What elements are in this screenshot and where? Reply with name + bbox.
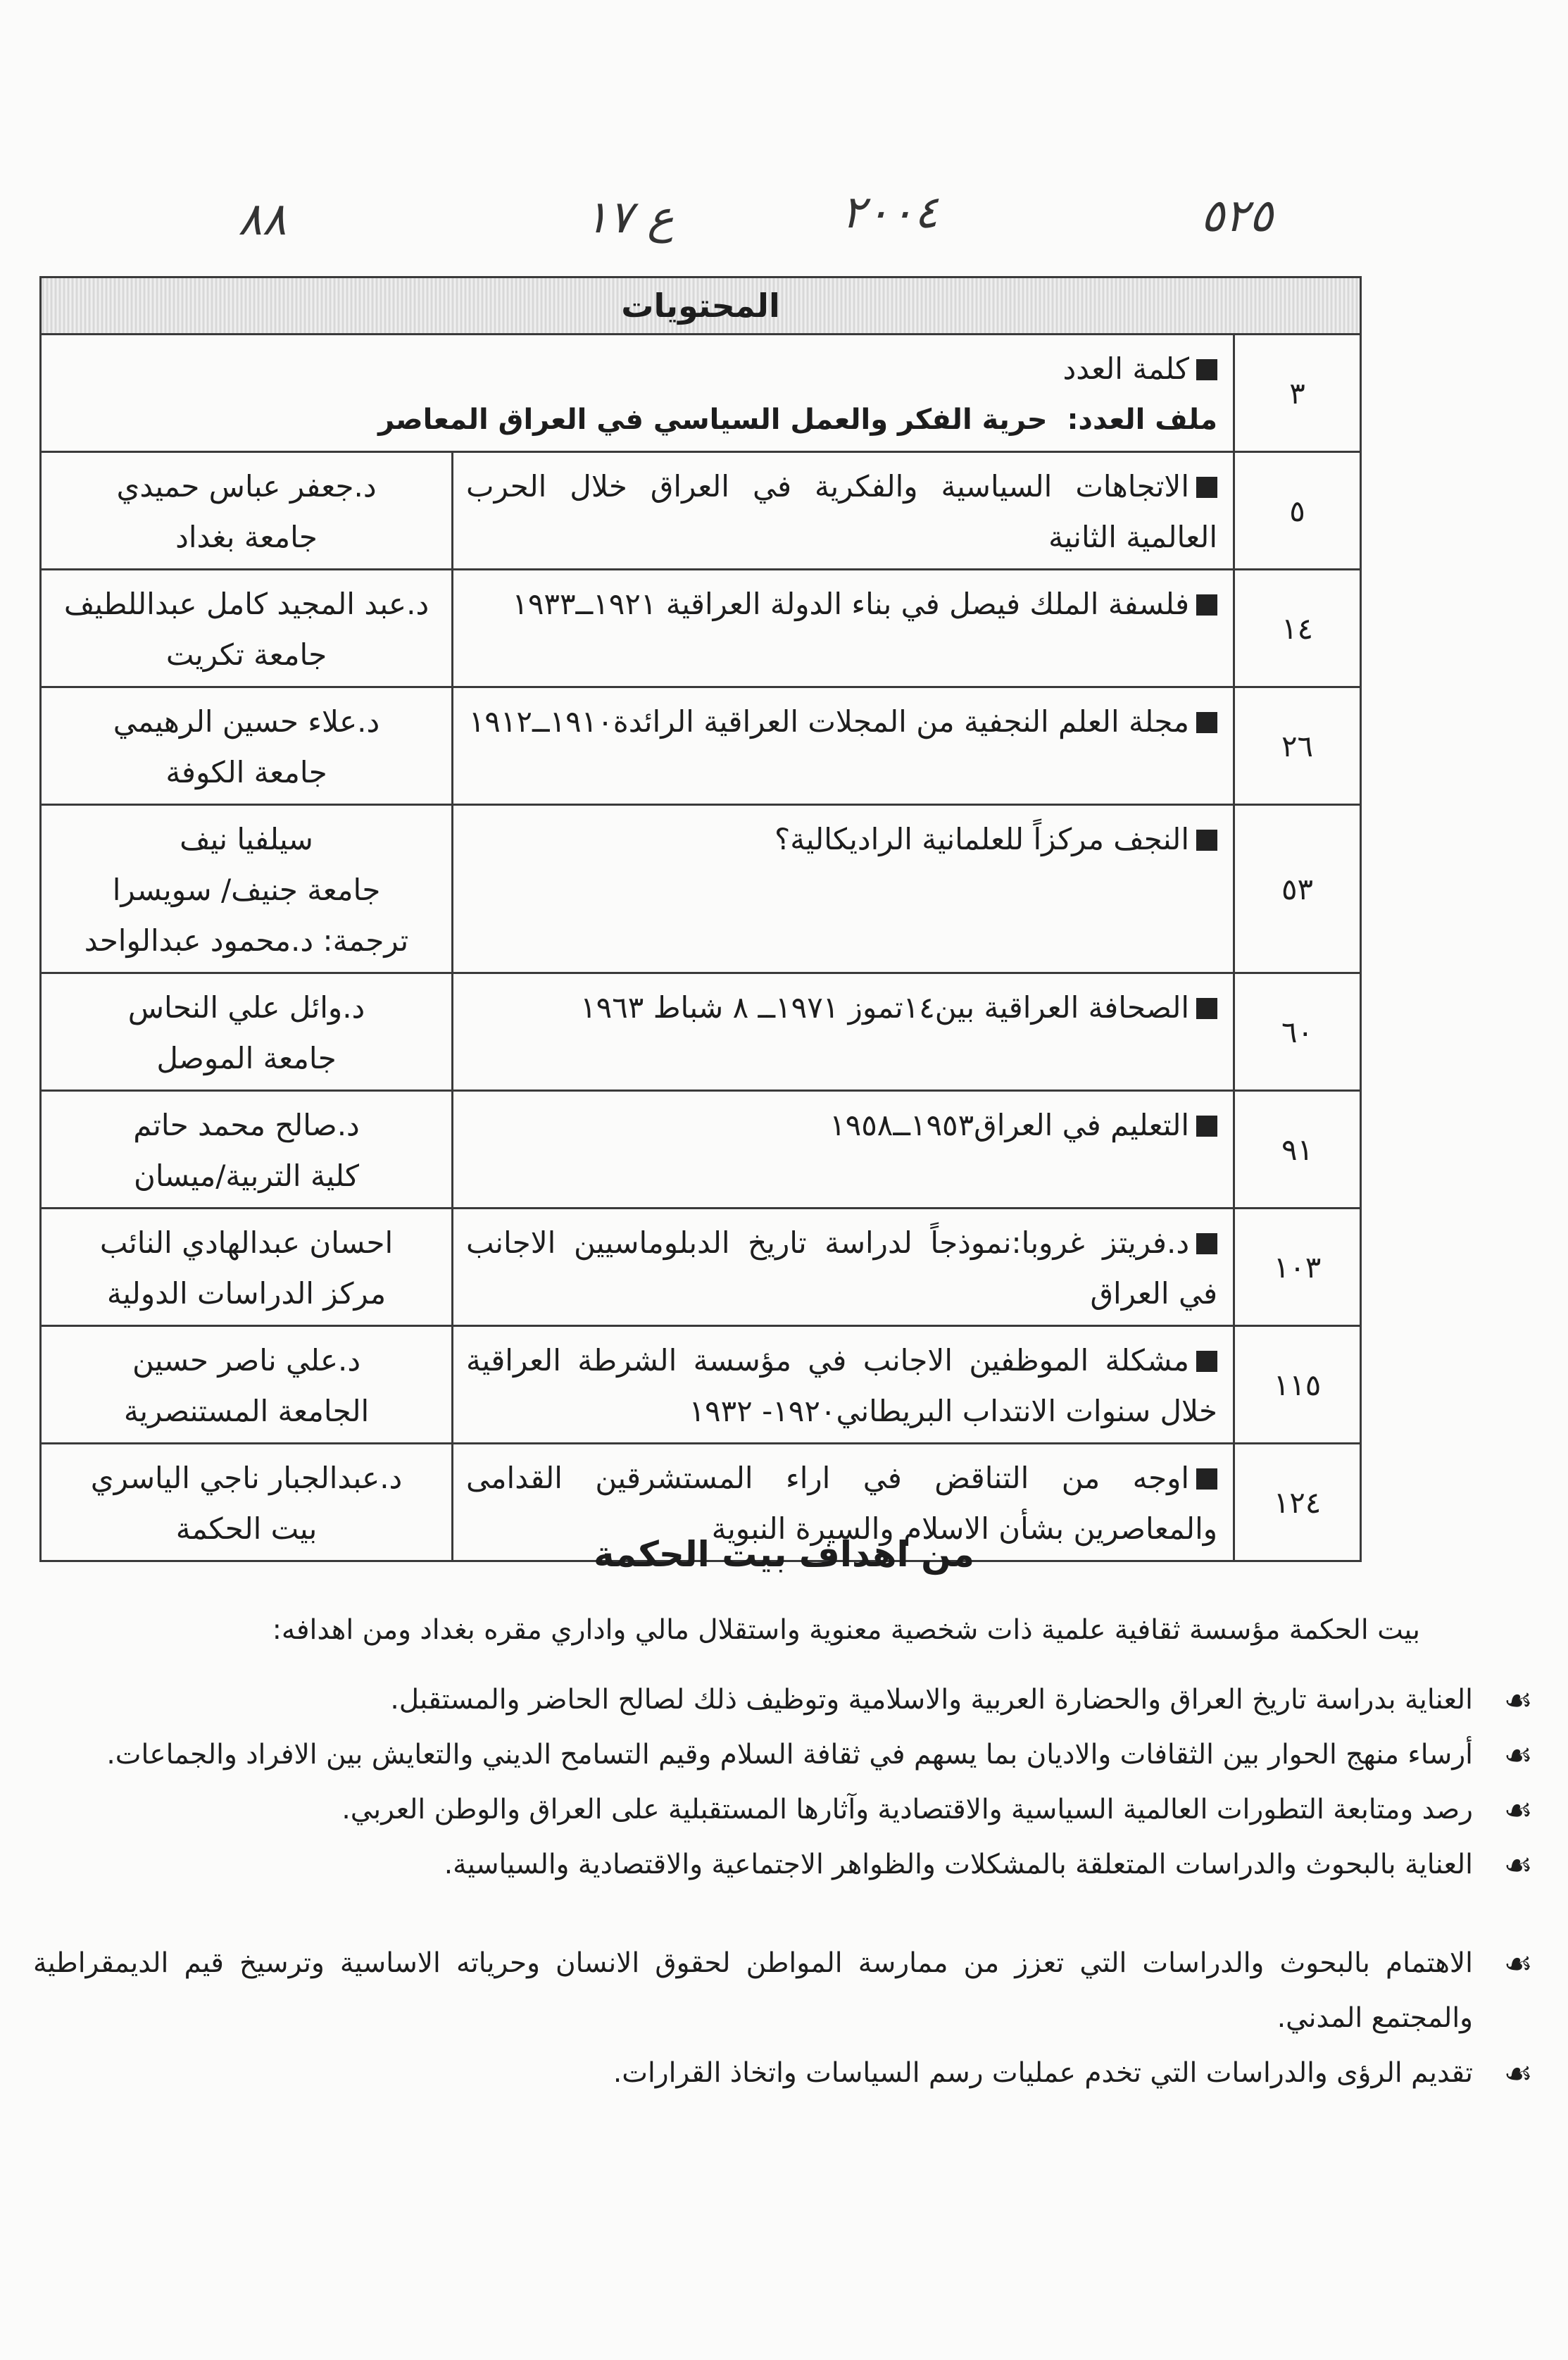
page-number: ٦٠: [1234, 973, 1361, 1091]
author-affiliation: الجامعة المستنصرية: [123, 1394, 370, 1428]
list-item: [33, 1936, 1533, 2046]
article-author: [41, 452, 453, 570]
page-number: ١٤: [1234, 570, 1361, 687]
author-name: د.عبدالجبار ناجي الياسري: [90, 1461, 403, 1495]
author-name: سيلفيا نيف: [180, 822, 313, 856]
goals-intro: بيت الحكمة مؤسسة ثقافية علمية ذات شخصية معنوية واستقلال مالي واداري مقره بغداد ومن اهدافه:: [272, 1614, 1420, 1646]
author-affiliation: جامعة الموصل: [156, 1041, 337, 1075]
article-author: [41, 1091, 453, 1209]
article-title: [453, 1209, 1234, 1326]
page-number: ١٢٤: [1234, 1444, 1361, 1561]
list-item: [33, 1673, 1533, 1728]
page-number: ٥٣: [1234, 805, 1361, 973]
table-row: [41, 570, 1361, 687]
article-title-text: مشكلة الموظفين الاجانب في مؤسسة الشرطة العراقية خلال سنوات الانتداب البريطاني١٩٢٠- ١٩٣٢: [466, 1343, 1218, 1428]
list-item: [33, 1728, 1533, 1783]
author-name: د.صالح محمد حاتم: [133, 1108, 360, 1142]
square-bullet-icon: [1196, 1468, 1217, 1490]
author-name: د.جعفر عباس حميدي: [116, 469, 377, 504]
author-affiliation: بيت الحكمة: [175, 1511, 318, 1546]
goal-text: العناية بدراسة تاريخ العراق والحضارة العربية والاسلامية وتوظيف ذلك لصالح الحاضر والمستقبل.: [390, 1684, 1473, 1716]
square-bullet-icon: [1196, 594, 1217, 616]
article-title-text: التعليم في العراق١٩٥٣ــ١٩٥٨: [829, 1108, 1190, 1142]
author-name: د.علي ناصر حسين: [132, 1343, 361, 1378]
issue-word-title: كلمة العدد: [1062, 351, 1190, 386]
author-affiliation: مركز الدراسات الدولية: [106, 1276, 387, 1311]
goal-text: العناية بالبحوث والدراسات المتعلقة بالمشكلات والظواهر الاجتماعية والاقتصادية والسياسية.: [444, 1849, 1473, 1880]
article-title: [453, 452, 1234, 570]
contents-header: المحتويات: [41, 277, 1361, 335]
article-author: [41, 973, 453, 1091]
handwritten-note-3: ع ١٧: [584, 192, 675, 244]
goal-text: أرساء منهج الحوار بين الثقافات والاديان بما يسهم في ثقافة السلام وقيم التسامح الديني والتعايش بين الافراد والجماعات.: [106, 1739, 1473, 1771]
handwritten-note-4: ٨٨: [238, 194, 287, 246]
author-affiliation: كلية التربية/ميسان: [133, 1159, 360, 1193]
article-title-text: النجف مركزاً للعلمانية الراديكالية؟: [774, 822, 1190, 856]
article-title: [453, 687, 1234, 805]
author-name: د.عبد المجيد كامل عبداللطيف: [63, 587, 429, 621]
goal-text: رصد ومتابعة التطورات العالمية السياسية والاقتصادية وآثارها المستقبلية على العراق والوطن العربي.: [341, 1794, 1473, 1825]
page-number: ١٠٣: [1234, 1209, 1361, 1326]
article-title-text: الاتجاهات السياسية والفكرية في العراق خلال الحرب العالمية الثانية: [466, 469, 1218, 554]
page-number: ٢٦: [1234, 687, 1361, 805]
fleuron-bullet-icon: ☙: [1503, 1791, 1533, 1829]
article-title-text: الصحافة العراقية بين١٤تموز ١٩٧١ــ ٨ شباط ١٩٦٣: [580, 990, 1190, 1025]
page-number: ٣: [1234, 335, 1361, 452]
handwritten-note-1: ٥٢٥: [1200, 190, 1274, 242]
square-bullet-icon: [1196, 998, 1217, 1019]
page-number: ٩١: [1234, 1091, 1361, 1209]
article-author: [41, 805, 453, 973]
article-title-text: فلسفة الملك فيصل في بناء الدولة العراقية ١٩٢١ــ١٩٣٣: [512, 587, 1190, 621]
table-row: [41, 973, 1361, 1091]
list-item: [33, 2046, 1533, 2101]
author-affiliation: جامعة الكوفة: [165, 755, 327, 789]
dossier-label: ملف العدد:: [1067, 404, 1218, 436]
square-bullet-icon: [1196, 1233, 1217, 1254]
article-title-text: د.فريتز غروبا:نموذجاً لدراسة تاريخ الدبلوماسيين الاجانب في العراق: [466, 1225, 1218, 1311]
fleuron-bullet-icon: ☙: [1503, 1681, 1533, 1719]
article-title: [453, 805, 1234, 973]
page-number: ٥: [1234, 452, 1361, 570]
dossier-title: حرية الفكر والعمل السياسي في العراق المعاصر: [378, 404, 1048, 436]
table-row: [41, 1091, 1361, 1209]
contents-table: [39, 276, 1362, 1562]
article-author: [41, 570, 453, 687]
table-row: [41, 805, 1361, 973]
article-title: [453, 1091, 1234, 1209]
goal-text: تقديم الرؤى والدراسات التي تخدم عمليات رسم السياسات واتخاذ القرارات.: [613, 2057, 1473, 2089]
article-title-text: اوجه من التناقض في اراء المستشرقين القدامى والمعاصرين بشأن الاسلام والسيرة النبوية: [466, 1461, 1218, 1546]
handwritten-note-2: ٢٠٠٤: [841, 187, 939, 239]
author-name: د.علاء حسين الرهيمي: [113, 704, 380, 739]
goal-text: الاهتمام بالبحوث والدراسات التي تعزز من ممارسة المواطن لحقوق الانسان وحرياته الاساسية وترسيخ قيم الديمقراطية والمجتمع المدني.: [33, 1947, 1473, 2034]
dossier-line: [54, 394, 1217, 445]
fleuron-bullet-icon: ☙: [1503, 1944, 1533, 1983]
author-affiliation: جامعة بغداد: [175, 520, 318, 554]
table-row: [41, 335, 1361, 452]
goals-title: من اهداف بيت الحكمة: [593, 1534, 975, 1575]
square-bullet-icon: [1196, 359, 1217, 380]
square-bullet-icon: [1196, 712, 1217, 733]
issue-word-cell: [41, 335, 1234, 452]
author-affiliation: جامعة تكريت: [165, 637, 327, 672]
fleuron-bullet-icon: ☙: [1503, 1846, 1533, 1884]
square-bullet-icon: [1196, 1116, 1217, 1137]
article-author: [41, 1209, 453, 1326]
fleuron-bullet-icon: ☙: [1503, 2054, 1533, 2092]
article-title: [453, 1326, 1234, 1444]
translator-name: ترجمة: د.محمود عبدالواحد: [84, 923, 409, 958]
list-item: [33, 1783, 1533, 1837]
goals-list: [33, 1673, 1533, 2101]
author-name: احسان عبدالهادي النائب: [99, 1225, 394, 1260]
table-row: [41, 687, 1361, 805]
table-row: [41, 1209, 1361, 1326]
author-name: د.وائل علي النحاس: [127, 990, 365, 1025]
article-author: [41, 687, 453, 805]
table-row: [41, 1326, 1361, 1444]
fleuron-bullet-icon: ☙: [1503, 1736, 1533, 1774]
article-author: [41, 1326, 453, 1444]
author-affiliation: جامعة جنيف/ سويسرا: [112, 873, 381, 907]
article-title: [453, 570, 1234, 687]
square-bullet-icon: [1196, 477, 1217, 498]
table-row: [41, 452, 1361, 570]
article-title: [453, 973, 1234, 1091]
square-bullet-icon: [1196, 1351, 1217, 1372]
list-item: [33, 1837, 1533, 1892]
page-number: ١١٥: [1234, 1326, 1361, 1444]
article-title-text: مجلة العلم النجفية من المجلات العراقية الرائدة١٩١٠ــ١٩١٢: [468, 704, 1190, 739]
square-bullet-icon: [1196, 830, 1217, 851]
